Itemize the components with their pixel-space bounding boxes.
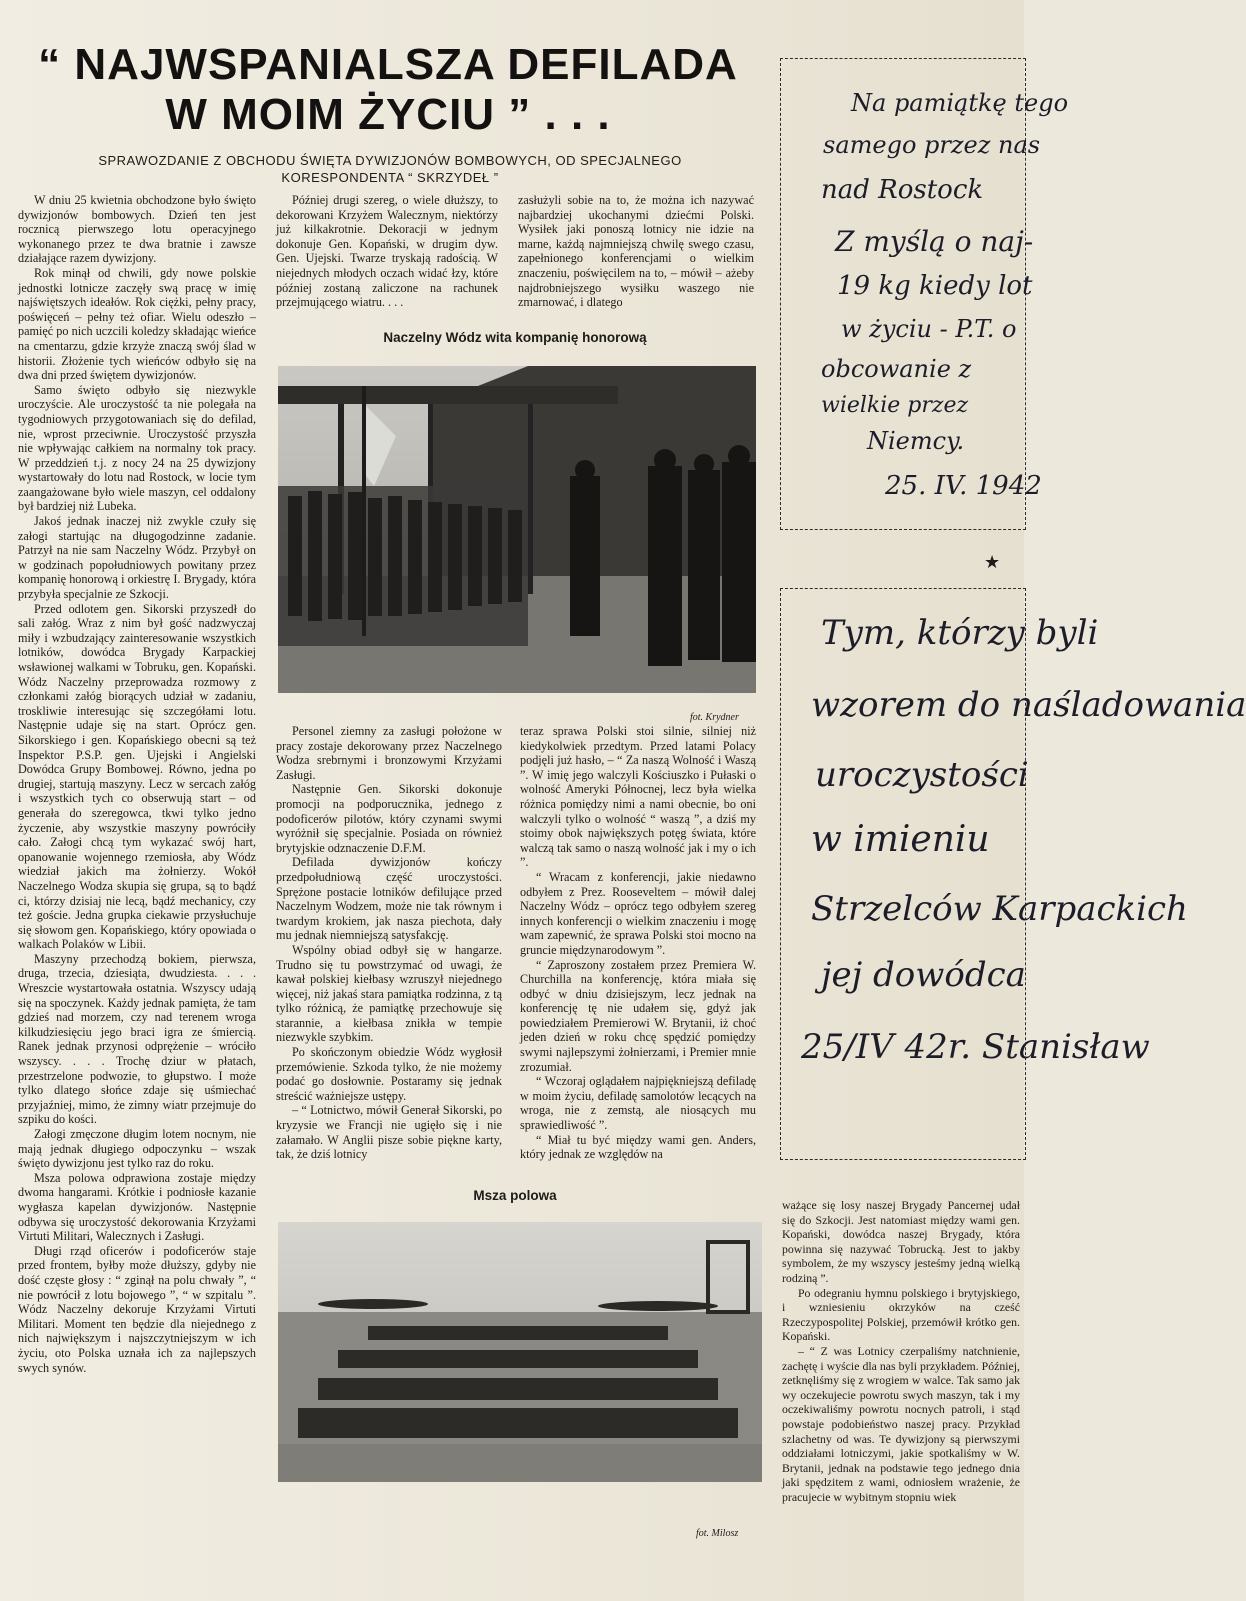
handwriting-line: samego przez nas xyxy=(823,131,1041,159)
handwriting-line: wzorem do naśladowania xyxy=(811,685,1246,725)
headline xyxy=(18,40,758,140)
paragraph: Po odegraniu hymnu polskiego i brytyjskiego, i wzniesieniu okrzyków na cześć Rzeczypospolitej Polskiej, przemówił krótko gen. Kopański. xyxy=(782,1285,1020,1344)
photo-caption-1: Naczelny Wódz wita kompanię honorową xyxy=(383,330,647,345)
article-column-4-bottom xyxy=(782,1198,1020,1578)
paragraph: ważące się losy naszej Brygady Pancernej udał się do Szkocji. Jest natomiast między wami gen. Kopański, dowódca naszej Brygady, która powinna się nazywać Tobrucką. Jest to jakby symbolem, że my wszyscy jesteśmy jedną wielką rodziną ”. xyxy=(782,1198,1020,1285)
handwritten-dedication-2 xyxy=(780,588,1246,1160)
star-icon: ★ xyxy=(984,552,1001,572)
handwriting-line: w życiu - P.T. o xyxy=(841,315,1017,343)
handwriting-line: 19 kg kiedy lot xyxy=(837,271,1033,301)
handwritten-dedication-1 xyxy=(780,58,1069,530)
photo-caption-2: Msza polowa xyxy=(473,1188,557,1203)
paragraph: Msza polowa odprawiona zostaje między dwoma hangarami. Krótkie i podniosłe kazanie wygłasza kapelan dywizjonów. Następnie odbywa się uroczystość dekorowania Krzyżami Virtuti Militari, Walecznych i Zasługi. xyxy=(18,1170,256,1244)
headline-line2: W MOIM ŻYCIU ” . . . xyxy=(165,90,611,139)
paragraph: – “ Lotnictwo, mówił Generał Sikorski, po kryzysie we Francji nie ugięło się i nie załamało. W Anglii pisze sobie piękne karty, tak, że dziś lotnicy xyxy=(276,1103,502,1162)
subheadline-line2: KORESPONDENTA “ SKRZYDEŁ ” xyxy=(281,170,499,185)
paragraph: Samo święto odbyło się niezwykle uroczyście. Ale uroczystość ta nie polegała na tygodniowych przygotowaniach się do defilad, nie, wprost przeciwnie. Uroczystość przyszła nie wpływając całkiem na normalny tok pracy. W przeddzień t.j. z nocy 24 na 25 dywizjony wystartowały do lotu nad Rostock, w locie tym zaangażowane było wiele maszyn, cel oddalony był bardziej niż Lubeka. xyxy=(18,382,256,514)
photo-illustration xyxy=(278,1222,762,1482)
article-column-3-top xyxy=(518,193,754,310)
handwriting-line: Z myślą o naj- xyxy=(835,225,1034,258)
paragraph: Rok minął od chwili, gdy nowe polskie jednostki lotnicze zaczęły swą pracę w imię najświętszych ideałów. Rok ciężki, pełny pracy, poświęceń – pełny też ofiar. Wielu odeszło – pamięć po nich uczcili koledzy składając wieńce na cmentarzu, gdzie krzyże znaczą swój ślad w historii. Złożenie tych wieńców odbyło się na dwa dni przed świętem dywizjonów. xyxy=(18,265,256,383)
article-column-1 xyxy=(18,193,256,1375)
handwriting-line: obcowanie z xyxy=(821,355,972,383)
handwriting-line: Strzelców Karpackich xyxy=(811,889,1188,929)
paragraph: zasłużyli sobie na to, że można ich nazywać najbardziej ukochanymi dziećmi Polski. Wysiłek jaki ponoszą lotnicy nie idzie na marne, każdą najmniejszą chwilę swego czasu, zapełnionego konferencjami o wielkim znaczeniu, poświęcilem na to, – mówił – ażeby najdrobniejszego wysiłku waszego nie zmarnować, i dlatego xyxy=(518,193,754,310)
handwriting-signature: 25/IV 42r. Stanisław xyxy=(801,1027,1150,1067)
subheadline-line1: SPRAWOZDANIE Z OBCHODU ŚWIĘTA DYWIZJONÓW BOMBOWYCH, OD SPECJALNEGO xyxy=(98,153,682,168)
paragraph: Długi rząd oficerów i podoficerów staje przed frontem, byłby może dłuższy, gdyby nie dość częste głosy : “ zginął na polu chwały ”, “ nie powrócił z lotu bojowego ”, “ w szpitalu ”. Wódz Naczelny dekoruje Krzyżami Virtuti Militari. Moment ten będzie dla niejednego z nich największym i najszczytniejszym w ich życiu, oto Polska uznała ich za najlepszych swych synów. xyxy=(18,1243,256,1375)
handwriting-line: nad Rostock xyxy=(821,175,984,205)
paragraph: “ Wczoraj oglądałem najpiękniejszą defiladę w moim życiu, defiladę samolotów lecących na wroga, nie z zemstą, ale niosących mu sprawiedliwość ”. xyxy=(520,1074,756,1133)
subheadline xyxy=(40,152,740,186)
paragraph: – “ Z was Lotnicy czerpaliśmy natchnienie, zachętę i wyście dla nas byli przykładem. Później, zetknęliśmy się z wrogiem w walce. Tak samo jak wy oczekujecie powrotu swych maszyn, tak i my oczekiwaliśmy powrotu nocnych patroli, i stąd powstaje podobieństwo naszej pracy. Przykład szlachetny od was. Te dywizjony są pierwszymi oddziałami lotniczymi, jakie spotkaliśmy w W. Brytanii, jednak na podstawie tego jednego dnia jaki spędzitem z wami, odniosłem wrażenie, że pracujecie w wybitnym stopniu wiek xyxy=(782,1343,1020,1504)
paragraph: Personel ziemny za zasługi położone w pracy zostaje dekorowany przez Naczelnego Wodza srebrnymi i bronzowymi Krzyżami Zasługi. xyxy=(276,724,502,782)
paragraph: Jakoś jednak inaczej niż zwykle czuły się załogi startując na długogodzinne zadanie. Patrzył na nie sam Naczelny Wódz. Przybył on w godzinach popołudniowych powitany przez kompanię honorową i orkiestrę I. Brygady, która przybyła specjalnie ze Szkocji. xyxy=(18,514,256,602)
handwriting-line: w imieniu xyxy=(811,819,990,860)
paragraph: teraz sprawa Polski stoi silnie, silniej niż kiedykolwiek przedtym. Przed latami Polacy podjęli już hasło, – “ Za naszą Wolność i Waszą ”. W imię jego walczyli Kościuszko i Pułaski o wolność Ameryki Północnej, lecz była wielka różnica pomiędzy nimi a nami obecnie, bo oni walczyli tylko o wolność “ waszą ”, a dziś my stoimy obok największych potęg świata, które walczą tak samo o naszą wolność jak i my o ich ”. xyxy=(520,724,756,870)
article-column-3-mid xyxy=(520,724,756,1162)
headline-line1: “ NAJWSPANIALSZA DEFILADA xyxy=(38,40,738,89)
paragraph: Maszyny przechodzą bokiem, pierwsza, druga, trzecia, dziesiąta, dwudziesta. . . . Wreszcie wystartowała ostatnia. Wszyscy udają się na spoczynek. Każdy jednak pamięta, że tam gdzieś nad morzem, czy nad terenem wroga kilkudziesięciu jego braci igra ze śmiercią. Ranek jednak przynosi odprężenie – wróciło wszyscy. . . . Trochę dziur w płatach, przestrzelone podwozie, to głupstwo. I może tylko dlatego słońce zdaje się uśmiechać przyjaźniej, mimo, że zimny wiatr przejmuje do szpiku do kości. xyxy=(18,951,256,1127)
handwriting-line: jej dowódca xyxy=(821,955,1026,995)
photo-commander-greets-honor-company xyxy=(278,366,756,693)
handwriting-date: 25. IV. 1942 xyxy=(885,471,1042,501)
paragraph: Po skończonym obiedzie Wódz wygłosił przemówienie. Szkoda tylko, że nie możemy podać go dosłownie. Postaramy się jednak streścić ważniejsze ustępy. xyxy=(276,1045,502,1103)
photo-credit-2: fot. Milosz xyxy=(696,1528,739,1539)
paragraph: Następnie Gen. Sikorski dokonuje promocji na podporucznika, jednego z podoficerów pilotów, który czynami swymi wyróżnił się specjalnie. Posiada on również brytyjskie odznaczenie D.F.M. xyxy=(276,782,502,855)
paragraph: Defilada dywizjonów kończy przedpołudniową część uroczystości. Sprężone postacie lotników defilujące przed Naczelnym Wodzem, może nie tak równym i twardym krokiem, jak nasza piechota, dały mu jednak niemniejszą satysfakcję. xyxy=(276,855,502,943)
handwriting-line: Tym, którzy byli xyxy=(821,613,1099,653)
article-column-2-mid xyxy=(276,724,502,1162)
handwriting-line: wielkie przez xyxy=(821,393,969,418)
paragraph: Przed odlotem gen. Sikorski przyszedł do sali załóg. Wraz z nim był gość nadzwyczaj miły i wzbudzający zainteresowanie wszystkich lotników, dowódca Brygady Karpackiej wsławionej walkami w Tobruku, gen. Kopański. Wódz Naczelny przeprowadza rozmowy z członkami załóg biorących udział w zadaniu, troskliwie interesując się szczegółami lotu. Następnie udaje się na start. Oprócz gen. Sikorskiego i gen. Kopańskiego obecni są też Inspektor P.S.P. gen. Ujejski i Angielski Dowódca Grupy Bombowej. Równo, jedna po drugiej, startują maszyny. Lecz w sercach załóg i wszystkich tych co obserwują start – od generała do szeregowca, tkwi tylko jedno życzenie, aby wszystkie maszyny powróciły cało. Załogi chcą tym wykazać swój hart, opanowanie wojennego rzemiosła, aby Wódz wiedział jakich ma żołnierzy. Wokół Naczelnego Wodza skupia się grupa, są to bądź ci, którzy dzisiaj nie lecą, bądź mechanicy, czy też goście. Jedna grupka ciekawie przysłuchuje się słowom gen. Kopańskiego, który opowiada o walkach Polaków w Libii. xyxy=(18,601,256,952)
photo-field-mass xyxy=(278,1222,762,1482)
paragraph: “ Zaproszony zostałem przez Premiera W. Churchilla na konferencję, która miała się odbyć w dniu dzisiejszym, lecz jednak na konferencję tę nie udałem się, gdyż jak powiedziałem Premierowi W. Brytanii, iż choć jeden dzień w roku chcę spędzić pomiędzy swymi najlepszymi żołnierzami, i Premier mnie zrozumiał. xyxy=(520,957,756,1074)
paragraph: W dniu 25 kwietnia obchodzone było święto dywizjonów bombowych. Dzień ten jest rocznicą pierwszego lotu operacyjnego wykonanego przez te dwa bratnie i zawsze działające razem dywizjony. xyxy=(18,193,256,266)
paragraph: Wspólny obiad odbył się w hangarze. Trudno się tu powstrzymać od uwagi, że kawał polskiej kiełbasy wzruszył niejednego więcej, niż jakaś stara pamiątka rodzinna, z tą tylko różnicą, że pamiątkę przechowuje się starannie, a kiełbasa znikła w tempie niezwykle szybkim. xyxy=(276,942,502,1045)
handwriting-line: Niemcy. xyxy=(867,427,965,455)
paragraph: Później drugi szereg, o wiele dłuższy, to dekorowani Krzyżem Walecznym, niektórzy już kilkakrotnie. Dekoracji w jednym dokonuje Gen. Kopański, w drugim dyw. Gen. Ujejski. Twarze tryskają radością. W niejednych młodych oczach widać łzy, które później zostaną zaliczone na rachunek przejmującego wiatru. . . . xyxy=(276,193,498,310)
photo-credit-1: fot. Krydner xyxy=(690,712,739,723)
paragraph: Załogi zmęczone długim lotem nocnym, nie mają jednak długiego odpoczynku – wszak święto dywizjonu jest tylko raz do roku. xyxy=(18,1127,256,1171)
handwriting-line: Na pamiątkę tego xyxy=(851,89,1069,117)
photo-illustration xyxy=(278,366,756,693)
paragraph: “ Miał tu być między wami gen. Anders, który jednak ze względów na xyxy=(520,1132,756,1162)
paragraph: “ Wracam z konferencji, jakie niedawno odbyłem z Prez. Rooseveltem – mówił dalej Naczelny Wódz – oprócz tego odbyłem szereg innych konferencji o wielkim znaczeniu i mogę wam zapewnić, że sprawa Polski stoi mocno na gruncie międzynarodowym ”. xyxy=(520,869,756,957)
handwriting-line: uroczystości xyxy=(815,755,1029,795)
article-column-2-top xyxy=(276,193,498,310)
